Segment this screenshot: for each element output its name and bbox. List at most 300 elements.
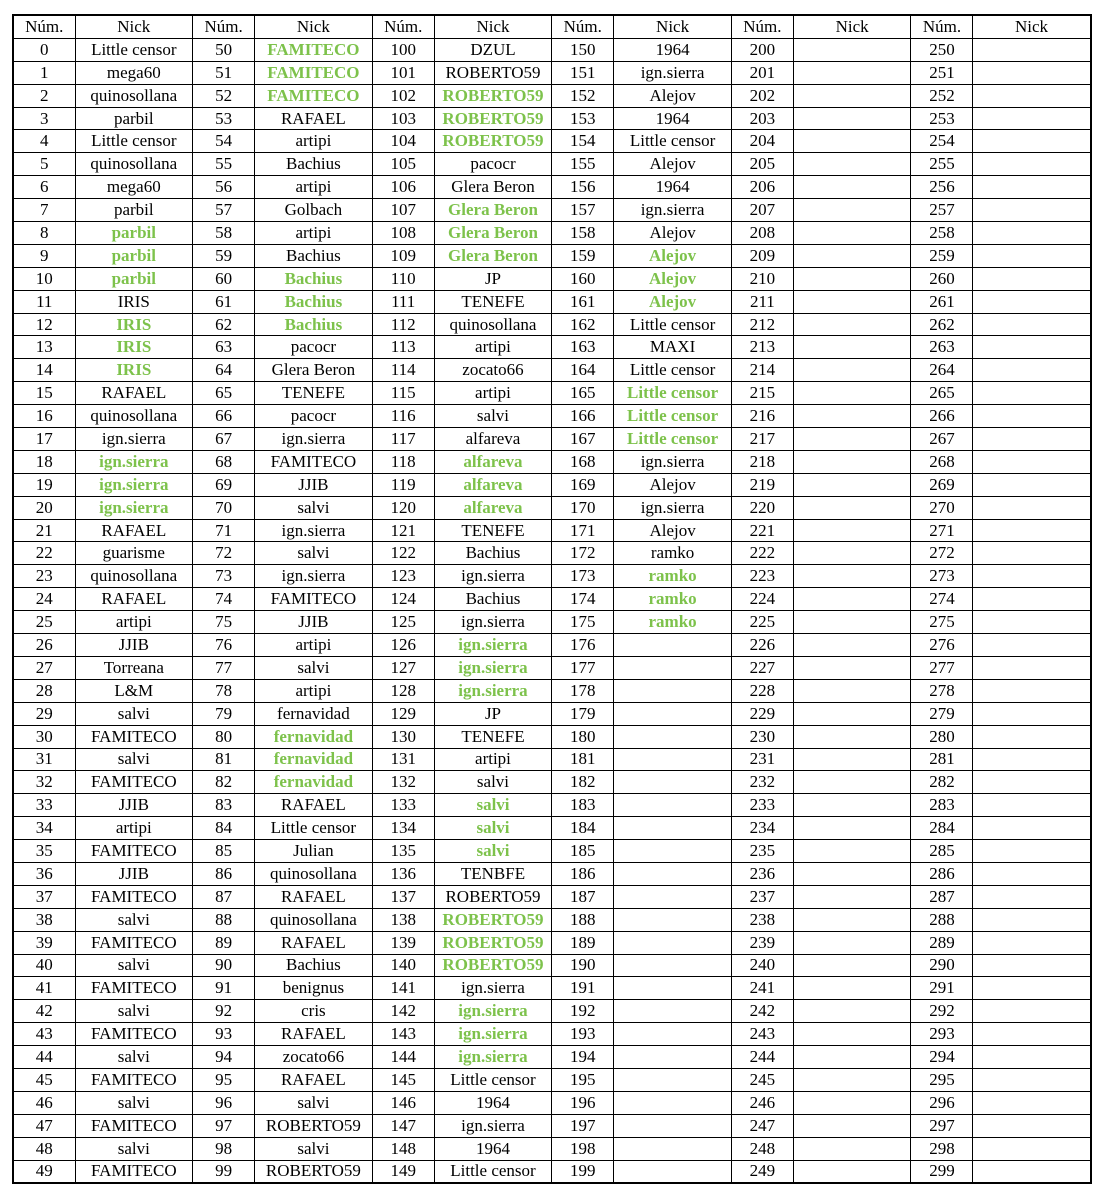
entry-number: 82: [193, 771, 255, 794]
entry-nick: salvi: [75, 954, 193, 977]
entry-nick: quinosollana: [75, 405, 193, 428]
table-row: [13, 1137, 1091, 1160]
entry-number: 32: [13, 771, 75, 794]
entry-nick: Glera Beron: [434, 176, 552, 199]
entry-nick: [973, 862, 1091, 885]
header-nick-3: Nick: [614, 15, 732, 38]
entry-nick: Golbach: [255, 199, 373, 222]
entry-nick: [793, 222, 911, 245]
entry-nick: FAMITECO: [75, 1114, 193, 1137]
entry-number: 6: [13, 176, 75, 199]
entry-nick: 1964: [614, 38, 732, 61]
entry-nick: [793, 862, 911, 885]
entry-nick: [793, 290, 911, 313]
entry-nick: alfareva: [434, 450, 552, 473]
entry-nick: artipi: [255, 176, 373, 199]
entry-nick: IRIS: [75, 313, 193, 336]
entry-nick: JJIB: [255, 611, 373, 634]
entry-number: 241: [731, 977, 793, 1000]
table-row: [13, 130, 1091, 153]
entry-nick: [793, 428, 911, 451]
entry-number: 13: [13, 336, 75, 359]
entry-nick: [973, 702, 1091, 725]
table-row: [13, 84, 1091, 107]
entry-number: 18: [13, 450, 75, 473]
entry-nick: JJIB: [75, 862, 193, 885]
entry-nick: [973, 38, 1091, 61]
entry-nick: TENEFE: [434, 290, 552, 313]
entry-nick: ramko: [614, 588, 732, 611]
entry-number: 72: [193, 542, 255, 565]
entry-nick: ign.sierra: [434, 977, 552, 1000]
entry-nick: [793, 153, 911, 176]
entry-number: 105: [372, 153, 434, 176]
entry-number: 128: [372, 679, 434, 702]
entry-number: 182: [552, 771, 614, 794]
entry-number: 193: [552, 1023, 614, 1046]
entry-nick: FAMITECO: [75, 1023, 193, 1046]
entry-nick: [793, 267, 911, 290]
entry-number: 16: [13, 405, 75, 428]
entry-nick: ign.sierra: [75, 473, 193, 496]
entry-nick: [793, 382, 911, 405]
entry-number: 269: [911, 473, 973, 496]
entry-number: 86: [193, 862, 255, 885]
entry-nick: [973, 725, 1091, 748]
entry-number: 227: [731, 656, 793, 679]
table-row: [13, 565, 1091, 588]
entry-nick: [793, 908, 911, 931]
entry-nick: RAFAEL: [255, 1023, 373, 1046]
entry-nick: salvi: [255, 542, 373, 565]
header-nick-2: Nick: [434, 15, 552, 38]
entry-nick: TENBFE: [434, 862, 552, 885]
entry-nick: [793, 244, 911, 267]
entry-nick: Bachius: [434, 588, 552, 611]
entry-number: 129: [372, 702, 434, 725]
entry-nick: FAMITECO: [75, 931, 193, 954]
entry-number: 293: [911, 1023, 973, 1046]
entry-nick: [973, 1114, 1091, 1137]
entry-number: 249: [731, 1160, 793, 1183]
table-row: [13, 61, 1091, 84]
entry-number: 62: [193, 313, 255, 336]
entry-nick: ROBERTO59: [434, 908, 552, 931]
entry-nick: ign.sierra: [75, 428, 193, 451]
entry-number: 8: [13, 222, 75, 245]
entry-number: 7: [13, 199, 75, 222]
entry-number: 231: [731, 748, 793, 771]
entry-number: 1: [13, 61, 75, 84]
entry-nick: [614, 1046, 732, 1069]
entry-nick: [614, 1000, 732, 1023]
entry-number: 123: [372, 565, 434, 588]
entry-nick: [614, 954, 732, 977]
entry-number: 191: [552, 977, 614, 1000]
entry-nick: RAFAEL: [255, 931, 373, 954]
entry-number: 144: [372, 1046, 434, 1069]
entry-nick: fernavidad: [255, 748, 373, 771]
entry-nick: TENEFE: [255, 382, 373, 405]
entry-number: 153: [552, 107, 614, 130]
entry-number: 35: [13, 840, 75, 863]
entry-nick: [614, 725, 732, 748]
entry-nick: [793, 1000, 911, 1023]
entry-number: 126: [372, 634, 434, 657]
entry-number: 179: [552, 702, 614, 725]
entry-number: 201: [731, 61, 793, 84]
entry-nick: [973, 931, 1091, 954]
entry-nick: ign.sierra: [255, 428, 373, 451]
entry-number: 240: [731, 954, 793, 977]
entry-number: 164: [552, 359, 614, 382]
entry-number: 225: [731, 611, 793, 634]
entry-number: 39: [13, 931, 75, 954]
entry-number: 243: [731, 1023, 793, 1046]
entry-number: 172: [552, 542, 614, 565]
entry-number: 19: [13, 473, 75, 496]
entry-nick: Little censor: [614, 428, 732, 451]
entry-nick: [973, 1160, 1091, 1183]
entry-number: 187: [552, 885, 614, 908]
entry-number: 115: [372, 382, 434, 405]
entry-number: 220: [731, 496, 793, 519]
entry-nick: [973, 611, 1091, 634]
table-row: [13, 656, 1091, 679]
entry-number: 63: [193, 336, 255, 359]
entry-number: 218: [731, 450, 793, 473]
entry-nick: [793, 107, 911, 130]
entry-number: 151: [552, 61, 614, 84]
entry-nick: IRIS: [75, 359, 193, 382]
table-row: [13, 1160, 1091, 1183]
entry-number: 267: [911, 428, 973, 451]
entry-nick: parbil: [75, 222, 193, 245]
entry-nick: Glera Beron: [255, 359, 373, 382]
entry-number: 80: [193, 725, 255, 748]
entry-nick: ROBERTO59: [434, 61, 552, 84]
entry-nick: Julian: [255, 840, 373, 863]
entry-nick: ROBERTO59: [434, 931, 552, 954]
entry-nick: fernavidad: [255, 702, 373, 725]
entry-number: 107: [372, 199, 434, 222]
entry-nick: [793, 771, 911, 794]
entry-nick: [793, 977, 911, 1000]
entry-nick: quinosollana: [75, 153, 193, 176]
entry-number: 206: [731, 176, 793, 199]
table-row: [13, 267, 1091, 290]
entry-nick: alfareva: [434, 473, 552, 496]
entry-nick: quinosollana: [434, 313, 552, 336]
entry-nick: FAMITECO: [255, 588, 373, 611]
entry-number: 59: [193, 244, 255, 267]
entry-nick: artipi: [255, 130, 373, 153]
entry-number: 125: [372, 611, 434, 634]
entry-nick: [614, 1114, 732, 1137]
header-num-4: Núm.: [731, 15, 793, 38]
entry-number: 92: [193, 1000, 255, 1023]
entry-number: 53: [193, 107, 255, 130]
entry-number: 142: [372, 1000, 434, 1023]
entry-nick: RAFAEL: [75, 588, 193, 611]
entry-nick: artipi: [255, 222, 373, 245]
entry-nick: pacocr: [434, 153, 552, 176]
entry-nick: [973, 428, 1091, 451]
entry-nick: [614, 702, 732, 725]
entry-nick: quinosollana: [255, 862, 373, 885]
entry-nick: [793, 1137, 911, 1160]
entry-nick: [793, 1160, 911, 1183]
entry-number: 26: [13, 634, 75, 657]
entry-number: 278: [911, 679, 973, 702]
entry-number: 28: [13, 679, 75, 702]
entry-nick: alfareva: [434, 428, 552, 451]
entry-nick: [973, 336, 1091, 359]
entry-nick: [793, 450, 911, 473]
header-nick-4: Nick: [793, 15, 911, 38]
entry-number: 65: [193, 382, 255, 405]
entry-nick: [614, 817, 732, 840]
entry-nick: Glera Beron: [434, 244, 552, 267]
entry-number: 265: [911, 382, 973, 405]
entry-number: 36: [13, 862, 75, 885]
header-nick-5: Nick: [973, 15, 1091, 38]
entry-nick: Alejov: [614, 222, 732, 245]
entry-number: 25: [13, 611, 75, 634]
entry-nick: L&M: [75, 679, 193, 702]
table-row: [13, 290, 1091, 313]
entry-number: 77: [193, 656, 255, 679]
entry-number: 83: [193, 794, 255, 817]
entry-nick: TENEFE: [434, 519, 552, 542]
entry-nick: [973, 1137, 1091, 1160]
entry-number: 256: [911, 176, 973, 199]
entry-number: 55: [193, 153, 255, 176]
entry-nick: salvi: [434, 771, 552, 794]
table-row: [13, 359, 1091, 382]
table-row: [13, 588, 1091, 611]
table-row: [13, 405, 1091, 428]
entry-number: 190: [552, 954, 614, 977]
table-row: [13, 794, 1091, 817]
entry-nick: [614, 679, 732, 702]
entry-nick: parbil: [75, 267, 193, 290]
table-row: [13, 634, 1091, 657]
entry-nick: zocato66: [255, 1046, 373, 1069]
entry-nick: artipi: [75, 611, 193, 634]
entry-number: 165: [552, 382, 614, 405]
entry-nick: alfareva: [434, 496, 552, 519]
entry-number: 259: [911, 244, 973, 267]
entry-nick: [614, 885, 732, 908]
table-body: [13, 38, 1091, 1183]
entry-number: 299: [911, 1160, 973, 1183]
entry-number: 286: [911, 862, 973, 885]
entry-nick: [973, 199, 1091, 222]
entry-number: 261: [911, 290, 973, 313]
entry-nick: ramko: [614, 565, 732, 588]
entry-number: 156: [552, 176, 614, 199]
entry-number: 280: [911, 725, 973, 748]
table-row: [13, 313, 1091, 336]
entry-nick: Little censor: [614, 130, 732, 153]
entry-nick: zocato66: [434, 359, 552, 382]
entry-number: 285: [911, 840, 973, 863]
entry-number: 260: [911, 267, 973, 290]
entry-nick: RAFAEL: [255, 1068, 373, 1091]
entry-nick: salvi: [255, 1091, 373, 1114]
entry-nick: [973, 84, 1091, 107]
entry-number: 200: [731, 38, 793, 61]
entry-number: 266: [911, 405, 973, 428]
entry-nick: salvi: [255, 656, 373, 679]
entry-number: 209: [731, 244, 793, 267]
entry-number: 167: [552, 428, 614, 451]
entry-number: 154: [552, 130, 614, 153]
table-row: [13, 771, 1091, 794]
entry-nick: Bachius: [255, 954, 373, 977]
table-row: [13, 153, 1091, 176]
entry-number: 217: [731, 428, 793, 451]
entry-number: 57: [193, 199, 255, 222]
entry-number: 5: [13, 153, 75, 176]
entry-number: 29: [13, 702, 75, 725]
entry-nick: mega60: [75, 61, 193, 84]
entry-nick: FAMITECO: [75, 840, 193, 863]
entry-number: 204: [731, 130, 793, 153]
table-row: [13, 1091, 1091, 1114]
entry-nick: [793, 1068, 911, 1091]
entry-nick: [793, 840, 911, 863]
entry-number: 195: [552, 1068, 614, 1091]
entry-nick: [973, 679, 1091, 702]
entry-nick: artipi: [434, 382, 552, 405]
entry-nick: [793, 84, 911, 107]
entry-nick: benignus: [255, 977, 373, 1000]
entry-number: 122: [372, 542, 434, 565]
entry-number: 229: [731, 702, 793, 725]
entry-nick: salvi: [434, 794, 552, 817]
entry-nick: ign.sierra: [434, 1114, 552, 1137]
entry-number: 189: [552, 931, 614, 954]
entry-nick: artipi: [255, 634, 373, 657]
entry-nick: [793, 885, 911, 908]
entry-number: 202: [731, 84, 793, 107]
entry-number: 272: [911, 542, 973, 565]
entry-number: 230: [731, 725, 793, 748]
entry-number: 120: [372, 496, 434, 519]
entry-number: 49: [13, 1160, 75, 1183]
entry-number: 14: [13, 359, 75, 382]
entry-number: 244: [731, 1046, 793, 1069]
entry-nick: RAFAEL: [255, 885, 373, 908]
entry-number: 199: [552, 1160, 614, 1183]
entry-nick: FAMITECO: [75, 771, 193, 794]
entry-nick: [614, 1160, 732, 1183]
entry-number: 108: [372, 222, 434, 245]
entry-number: 252: [911, 84, 973, 107]
entry-nick: RAFAEL: [75, 519, 193, 542]
entry-number: 235: [731, 840, 793, 863]
entry-nick: FAMITECO: [255, 84, 373, 107]
entry-number: 40: [13, 954, 75, 977]
entry-number: 94: [193, 1046, 255, 1069]
entry-nick: [973, 908, 1091, 931]
entry-nick: salvi: [434, 817, 552, 840]
entry-number: 37: [13, 885, 75, 908]
entry-number: 274: [911, 588, 973, 611]
table-row: [13, 542, 1091, 565]
entry-number: 58: [193, 222, 255, 245]
table-header: [13, 15, 1091, 38]
entry-nick: ROBERTO59: [434, 954, 552, 977]
entry-nick: salvi: [255, 496, 373, 519]
entry-nick: Little censor: [614, 405, 732, 428]
entry-nick: salvi: [75, 908, 193, 931]
entry-number: 88: [193, 908, 255, 931]
entry-nick: [793, 61, 911, 84]
entry-number: 294: [911, 1046, 973, 1069]
entry-nick: [793, 542, 911, 565]
header-num-1: Núm.: [193, 15, 255, 38]
entry-nick: ign.sierra: [255, 519, 373, 542]
entry-nick: FAMITECO: [255, 450, 373, 473]
entry-nick: ign.sierra: [75, 450, 193, 473]
entry-nick: [973, 130, 1091, 153]
entry-number: 158: [552, 222, 614, 245]
entry-number: 203: [731, 107, 793, 130]
entry-nick: ign.sierra: [434, 565, 552, 588]
entry-number: 138: [372, 908, 434, 931]
entry-number: 38: [13, 908, 75, 931]
entry-number: 84: [193, 817, 255, 840]
entry-number: 205: [731, 153, 793, 176]
header-nick-1: Nick: [255, 15, 373, 38]
entry-number: 47: [13, 1114, 75, 1137]
entry-number: 174: [552, 588, 614, 611]
entry-nick: Alejov: [614, 153, 732, 176]
entry-nick: IRIS: [75, 336, 193, 359]
entry-number: 258: [911, 222, 973, 245]
entry-number: 12: [13, 313, 75, 336]
table-row: [13, 611, 1091, 634]
entry-nick: MAXI: [614, 336, 732, 359]
entry-number: 95: [193, 1068, 255, 1091]
entry-nick: ign.sierra: [434, 611, 552, 634]
entry-nick: [973, 473, 1091, 496]
table-row: [13, 977, 1091, 1000]
entry-number: 70: [193, 496, 255, 519]
entry-nick: [793, 954, 911, 977]
entry-nick: [614, 1068, 732, 1091]
entry-number: 178: [552, 679, 614, 702]
entry-number: 23: [13, 565, 75, 588]
entry-nick: [793, 359, 911, 382]
entry-number: 283: [911, 794, 973, 817]
entry-number: 237: [731, 885, 793, 908]
entry-number: 212: [731, 313, 793, 336]
entry-nick: [973, 244, 1091, 267]
entry-nick: [614, 862, 732, 885]
entry-number: 287: [911, 885, 973, 908]
table-row: [13, 199, 1091, 222]
table-row: [13, 931, 1091, 954]
entry-nick: [973, 1046, 1091, 1069]
entry-number: 102: [372, 84, 434, 107]
entry-number: 291: [911, 977, 973, 1000]
entry-number: 0: [13, 38, 75, 61]
entry-nick: ROBERTO59: [255, 1160, 373, 1183]
